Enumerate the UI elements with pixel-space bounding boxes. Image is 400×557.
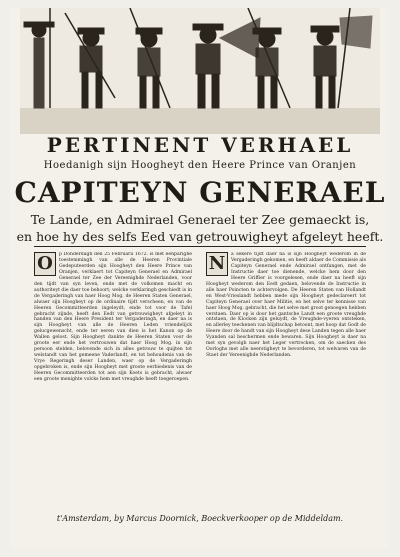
printer-imprint: t'Amsterdam, by Marcus Doornick, Boeckverkooper op de Middeldam. [56, 514, 344, 523]
body-text-left: p Donderdagh den 25 Februarii 1672. is met eenparighe toestemmingh van alle de Heeren Provintiale Gedeputeerden sijn Hoogheyt den Heere Prince van Oranjen, verklaert tot Capiteyn Generael en Admirael Generael ter Zee der Vereenighde Nederlanden, voor den tijdt van syn leven, ende met de volkomen macht en authoriteyt die daer toe behoort; welcke verklaringh geschiedt is in de Vergaderingh van haer Hoog Mog. de Heeren Staten Generael, alwaer sijn Hoogheyt op de ordinaire tijdt verscheen, en van de Heeren Gecommitteerden ingeleydt, ende tot voor de Tafel gebracht zijnde, heeft den Eedt van getrouwigheyt afgeleyt in handen van den Heere President ter Vergaderingh, en daer na is sijn Hoogheyt van alle de Heeren Leden vriendelijck gelucgewenscht, ende ter eeren van dien is het Kanon op de Wallen gelost. Sijn Hoogheyt dankte de Heeren Staten voor de groote eer ende het vertrouwen dat haer Hoog Mog. in sijn persoon stelden, belovende sich in alles getrouw te quijten tot welstandt van het gemeene Vaderlandt, en tot behoudenis van de Vrye Regeringh deser Landen, waer op de Vergaderingh opgebroken is, ende sijn Hoogheyt met groote eerbiedenis van de Heeren Gecommitteerden tot aen sijn Koets is gebracht, alwaer een groote menighte volcks hem met vreughde heeft toegeroepen. [34, 252, 192, 383]
body-column-right [206, 252, 366, 510]
heading-line-4: Te Lande, en Admirael Generael ter Zee gemaeckt is, [30, 212, 370, 227]
body-text-right: a sekere tijdt daer na is sijn Hoogheyt wederom in de Vergaderingh gekomen, en heeft aldaer de Commissie als Capiteyn Generael ende Admirael ontfangen, met de Instructie daer toe dienende, welcke hem door den Heere Griffier is voorgelesen, ende daer na heeft sijn Hoogheyt wederom den Eedt gedaen, belovende de Instructie in alle haer Poincten te achtervolgen. De Heeren Staten van Hollandt en West-Vrieslandt hebben mede sijn Hoogheyt gedeclareert tot Capiteyn Generael over haer Militie, en het selve ter kennisse van haer Hoog Mog. gebracht, die het selve met groot genoegen hebben verstaen. Daer op is door het gantsche Landt een groote vreughde ontstaen, de Klocken zijn geluydt, de Vreughde-vyeren ontsteken, en allerley teeckenen van blijdtschap betoont, met hoop dat Godt de Heere door de handt van sijn Hoogheyt dese Landen tegen alle haer Vyanden sal beschermen ende bewaren. Sijn Hoogheyt is daer na met syn gevolgh naer het Leger vertrocken, om de saecken des Oorloghs met alle neerstigheyt te bevorderen, tot welvaren van de Staet der Vereenighde Nederlanden. [206, 252, 366, 359]
heading-divider [34, 246, 366, 247]
body-column-left [34, 252, 192, 510]
woodcut-procession-illustration [20, 8, 380, 134]
heading-line-5: en hoe hy des selfs Eed van getrouwigheyt afgeleyt heeft. [16, 229, 384, 244]
dropcap-left: O [34, 252, 56, 276]
heading-line-1: PERTINENT VERHAEL [46, 133, 354, 157]
heading-line-2: Hoedanigh sijn Hoogheyt den Heere Prince van Oranjen [43, 160, 357, 171]
heading-line-3: CAPITEYN GENERAEL [14, 176, 386, 209]
dropcap-right: N [206, 252, 228, 276]
